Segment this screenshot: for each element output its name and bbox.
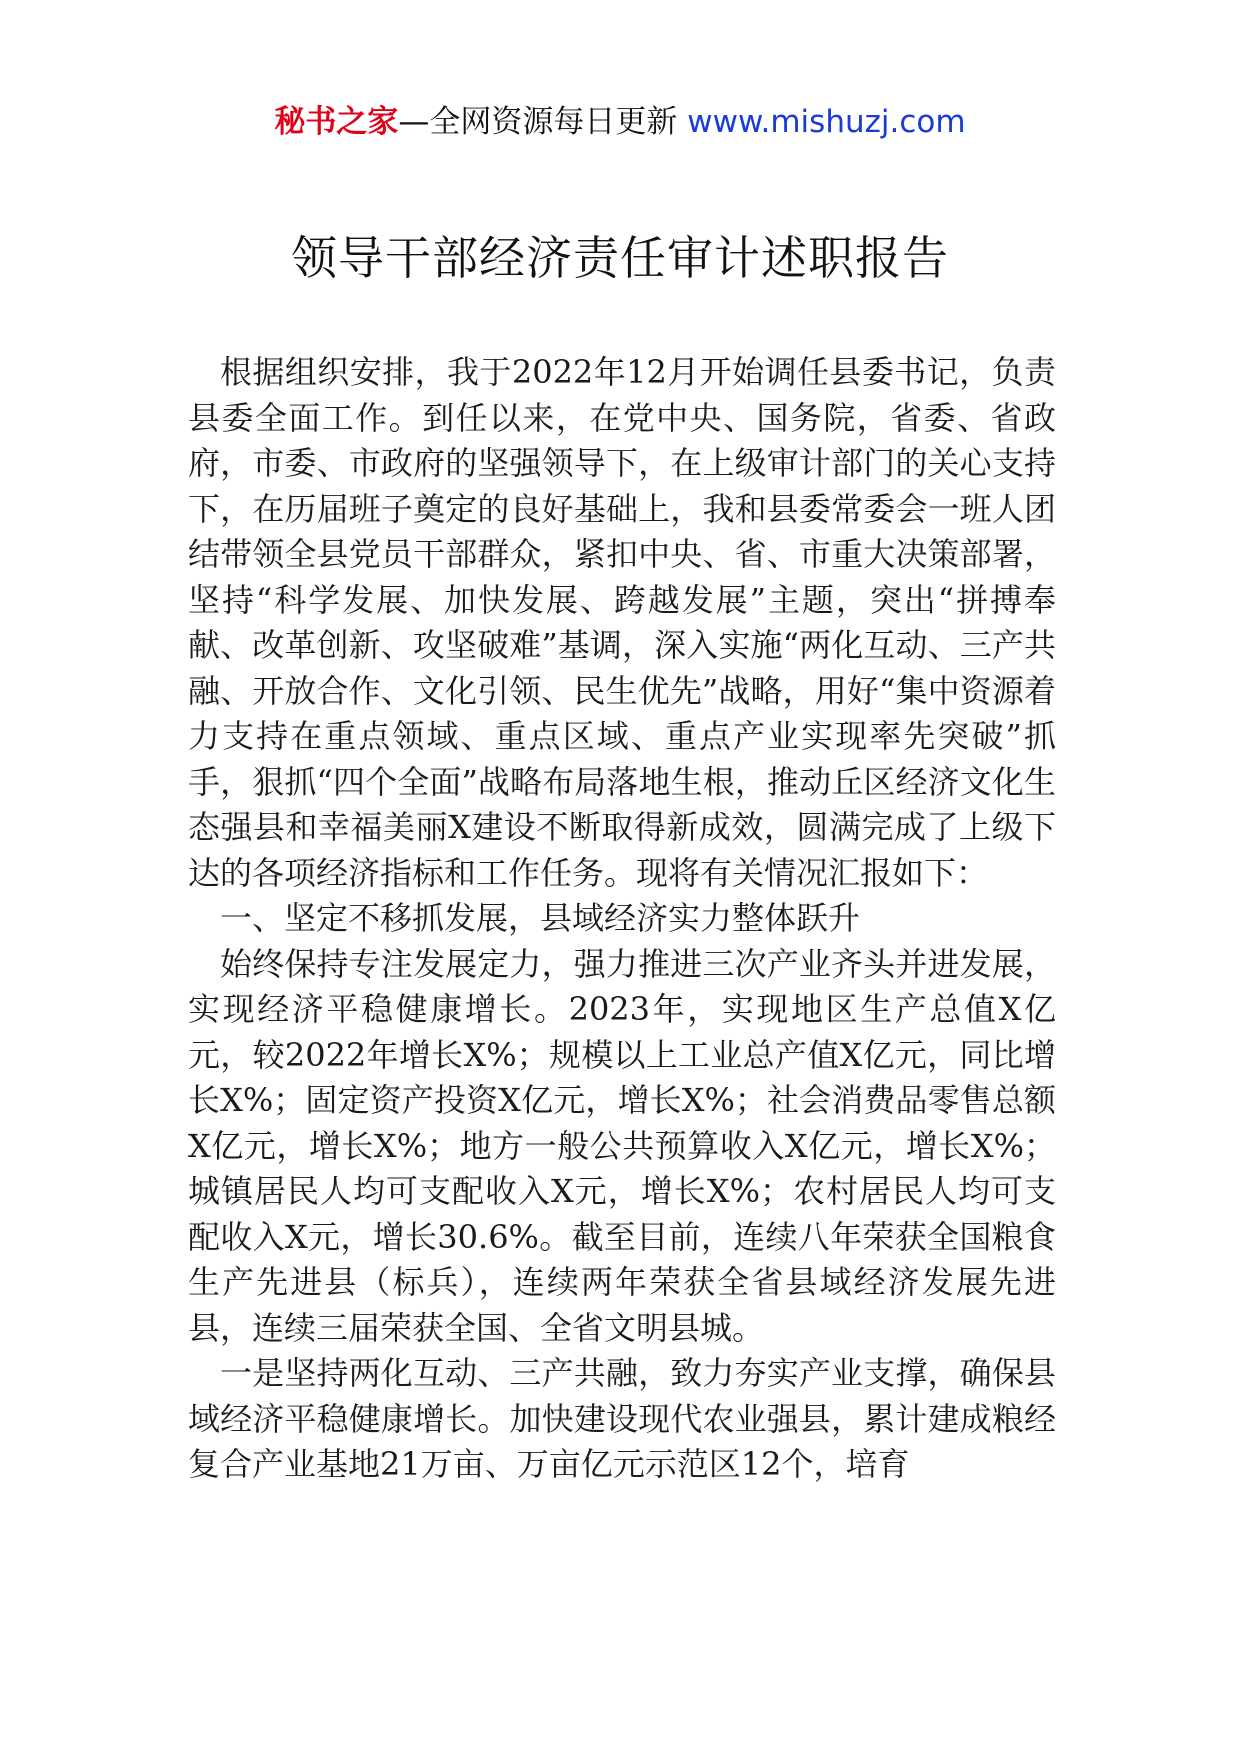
site-header: [0, 100, 1240, 144]
subsection-1-paragraph: 一是坚持两化互动、三产共融，致力夯实产业支撑，确保县域经济平稳健康增长。加快建设现代农业强县，累计建成粮经复合产业基地21万亩、万亩亿元示范区12个，培育: [188, 1354, 1056, 1483]
site-url-link[interactable]: www.mishuzj.com: [687, 104, 966, 140]
document-title: 领导干部经济责任审计述职报告: [291, 231, 949, 285]
section-1-heading: 一、坚定不移抓发展，县域经济实力整体跃升: [220, 899, 861, 937]
site-tagline: —全网资源每日更新: [398, 104, 678, 140]
site-brand: 秘书之家: [274, 104, 399, 140]
section-1-paragraph: 始终保持专注发展定力，强力推进三次产业齐头并进发展，实现经济平稳健康增长。2023年，实现地区生产总值X亿元，较2022年增长X%；规模以上工业总产值X亿元，同比增长X%；固定资产投资X亿元，增长X%；社会消费品零售总额X亿元，增长X%；地方一般公共预算收入X亿元，增长X%；城镇居民人均可支配收入X元，增长X%；农村居民人均可支配收入X元，增长30.6%。截至目前，连续八年荣获全国粮食生产先进县（标兵），连续两年荣获全省县域经济发展先进县，连续三届荣获全国、全省文明县城。: [188, 944, 1056, 1347]
intro-paragraph: 根据组织安排，我于2022年12月开始调任县委书记，负责县委全面工作。到任以来，在党中央、国务院，省委、省政府，市委、市政府的坚强领导下，在上级审计部门的关心支持下，在历届班子奠定的良好基础上，我和县委常委会一班人团结带领全县党员干部群众，紧扣中央、省、市重大决策部署，坚持“科学发展、加快发展、跨越发展”主题，突出“拼搏奉献、改革创新、攻坚破难”基调，深入实施“两化互动、三产共融、开放合作、文化引领、民生优先”战略，用好“集中资源着力支持在重点领域、重点区域、重点产业实现率先突破”抓手，狠抓“四个全面”战略布局落地生根，推动丘区经济文化生态强县和幸福美丽X建设不断取得新成效，圆满完成了上级下达的各项经济指标和工作任务。现将有关情况汇报如下：: [188, 353, 1056, 892]
document-body: [188, 350, 1056, 1488]
